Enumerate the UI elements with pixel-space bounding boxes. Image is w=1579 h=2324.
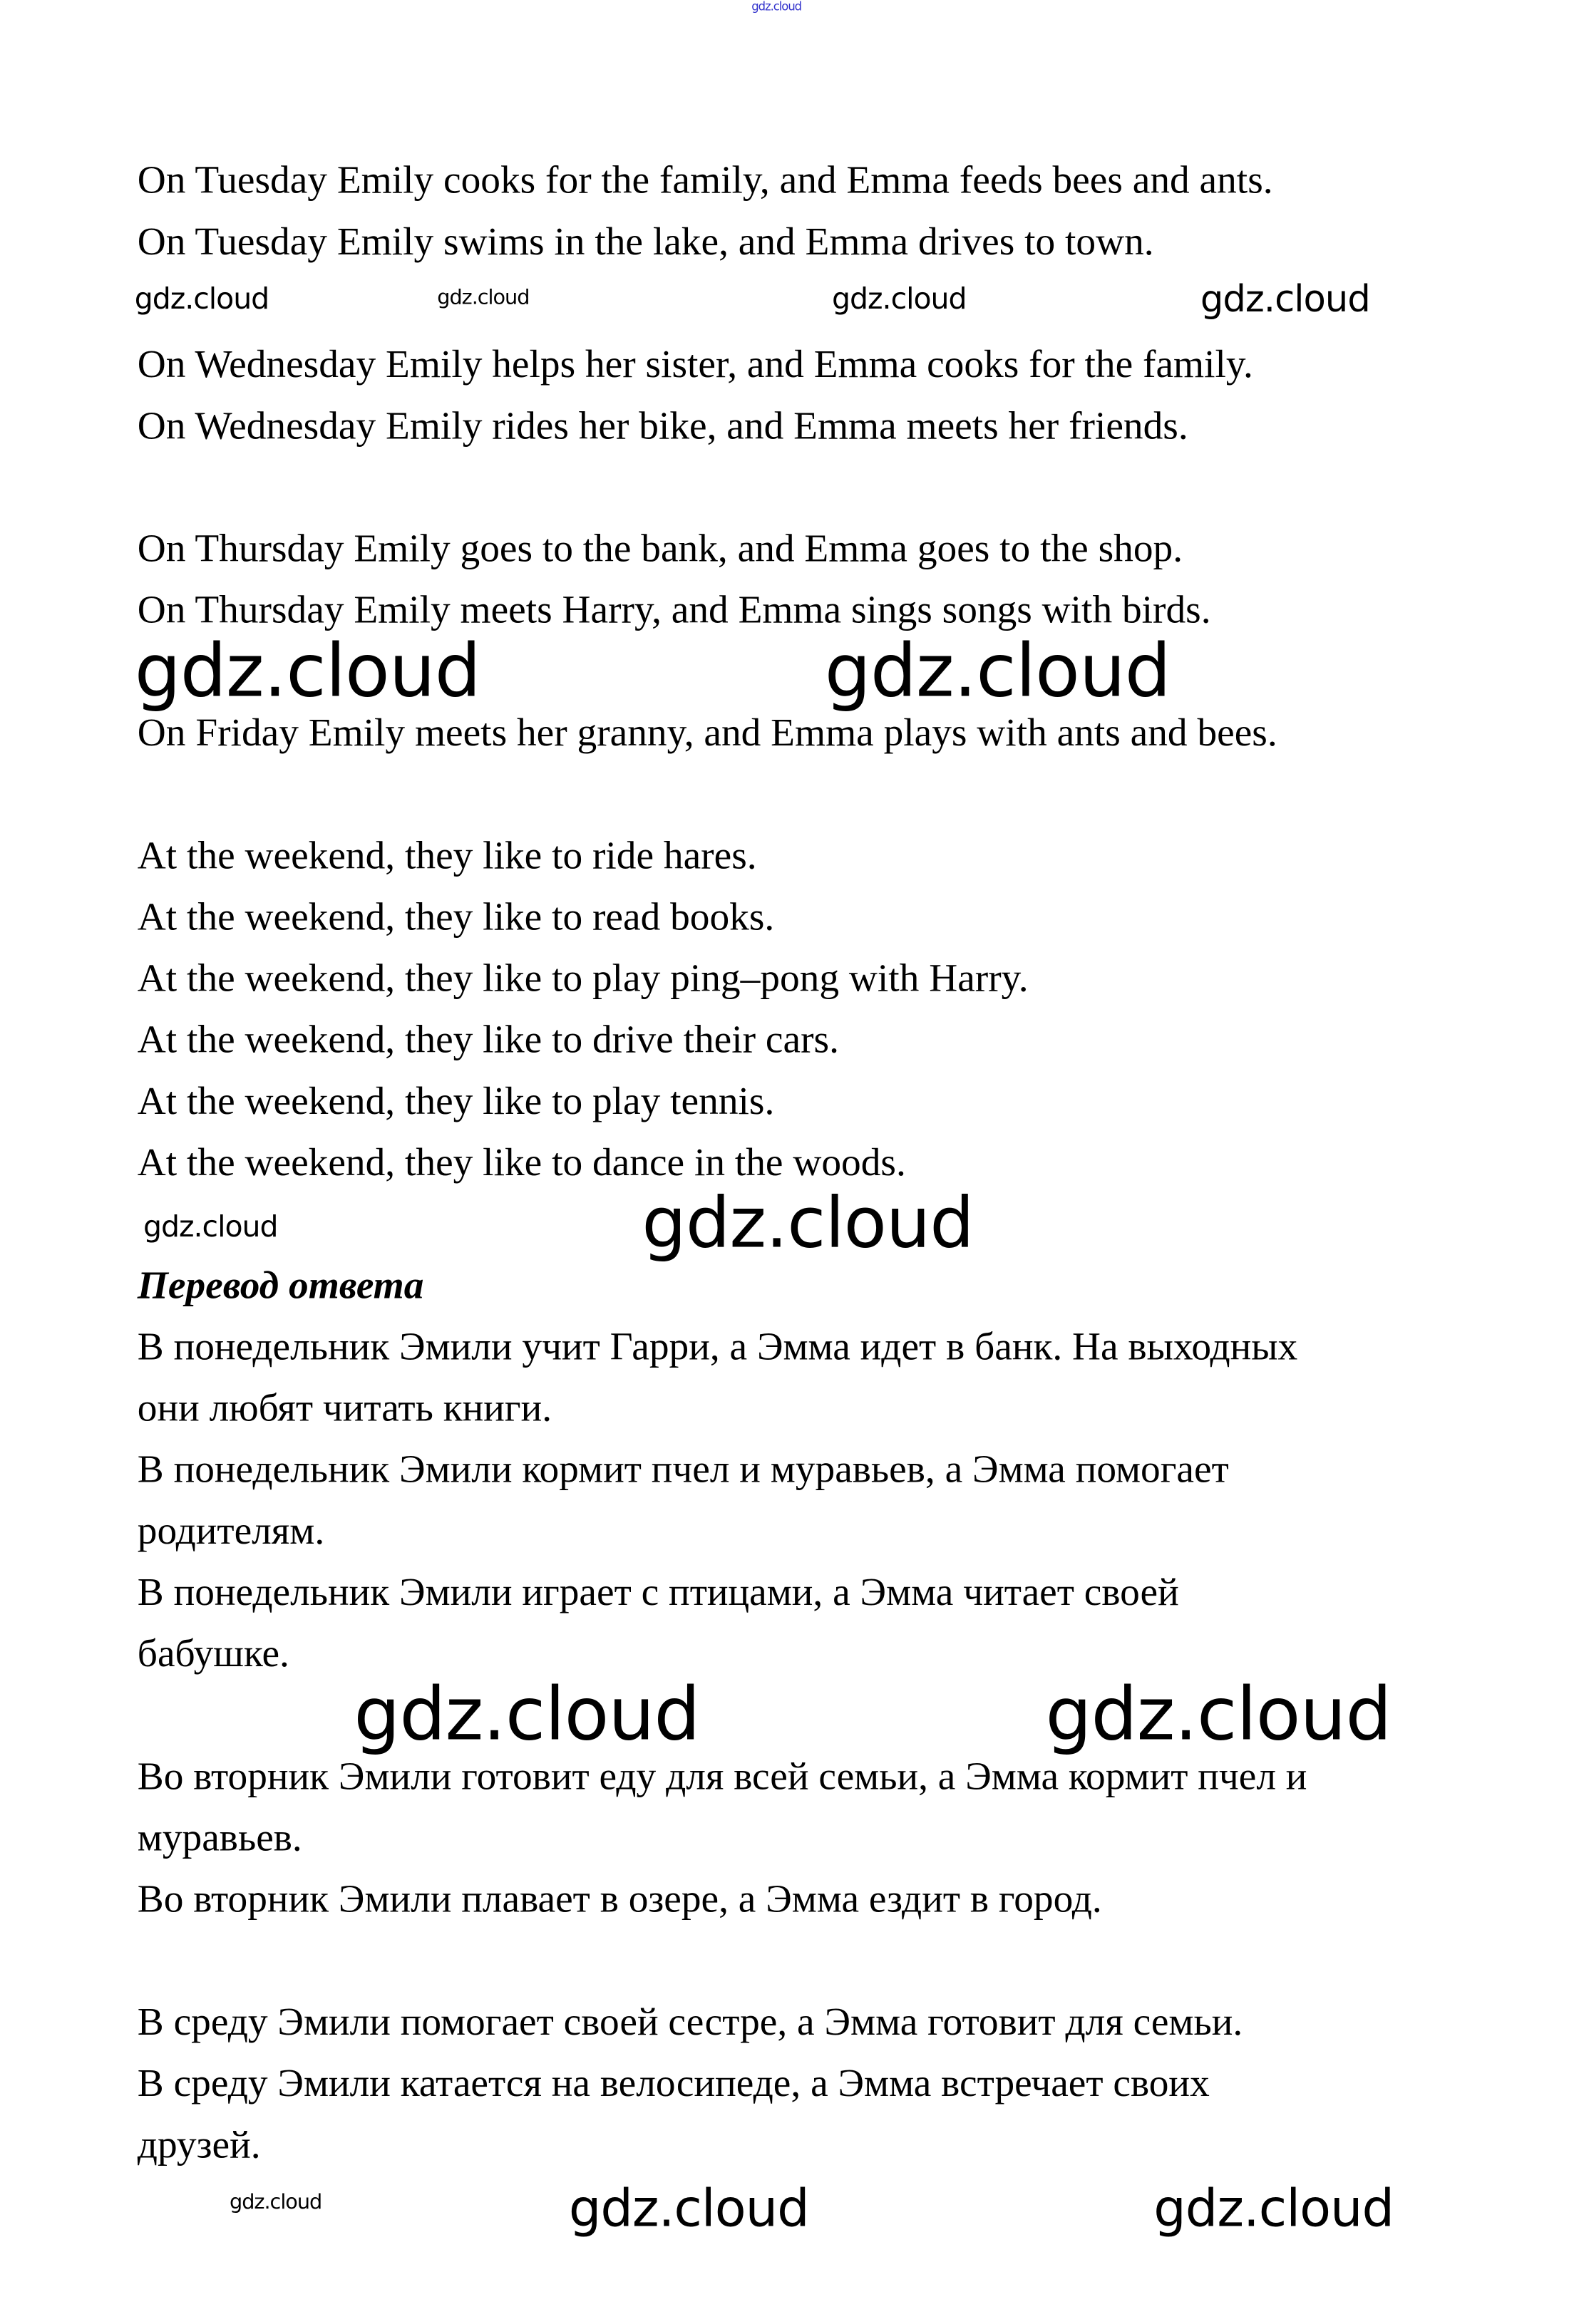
watermark: gdz.cloud: [1153, 2181, 1394, 2240]
watermark: gdz.cloud: [134, 628, 480, 713]
russian-line: Во вторник Эмили плавает в озере, а Эмма ездит в город.: [137, 1876, 1102, 1921]
russian-line: В понедельник Эмили кормит пчел и муравьев, а Эмма помогает: [137, 1447, 1229, 1492]
english-line: At the weekend, they like to play tennis.: [137, 1078, 775, 1123]
watermark: gdz.cloud: [832, 280, 967, 316]
english-line: At the weekend, they like to drive their cars.: [137, 1017, 839, 1062]
header-watermark[interactable]: gdz.cloud: [751, 0, 802, 14]
russian-line: муравьев.: [137, 1815, 302, 1859]
watermark: gdz.cloud: [1045, 1672, 1392, 1757]
russian-line: Во вторник Эмили готовит еду для всей семьи, а Эмма кормит пчел и: [137, 1754, 1307, 1798]
watermark: gdz.cloud: [437, 286, 530, 310]
english-line: On Tuesday Emily cooks for the family, and Emma feeds bees and ants.: [137, 157, 1273, 202]
russian-line: родителям.: [137, 1508, 325, 1553]
english-line: On Thursday Emily goes to the bank, and Emma goes to the shop.: [137, 526, 1183, 570]
russian-line: В понедельник Эмили учит Гарри, а Эмма идет в банк. На выходных: [137, 1324, 1298, 1368]
russian-line: они любят читать книги.: [137, 1385, 552, 1430]
english-line: On Tuesday Emily swims in the lake, and Emma drives to town.: [137, 219, 1154, 264]
watermark: gdz.cloud: [230, 2191, 322, 2215]
russian-line: друзей.: [137, 2122, 261, 2167]
watermark: gdz.cloud: [824, 628, 1171, 713]
russian-line: бабушке.: [137, 1631, 289, 1675]
watermark: gdz.cloud: [143, 1209, 278, 1244]
english-line: At the weekend, they like to read books.: [137, 894, 775, 939]
english-line: On Thursday Emily meets Harry, and Emma sings songs with birds.: [137, 587, 1211, 632]
watermark: gdz.cloud: [642, 1182, 974, 1265]
russian-line: В понедельник Эмили играет с птицами, а Эмма читает своей: [137, 1569, 1179, 1614]
watermark: gdz.cloud: [568, 2181, 809, 2240]
english-line: On Friday Emily meets her granny, and Emma plays with ants and bees.: [137, 710, 1277, 755]
watermark: gdz.cloud: [1200, 277, 1370, 321]
russian-line: В среду Эмили помогает своей сестре, а Эмма готовит для семьи.: [137, 1999, 1243, 2044]
russian-line: В среду Эмили катается на велосипеде, а Эмма встречает своих: [137, 2060, 1210, 2105]
watermark: gdz.cloud: [134, 280, 269, 316]
english-line: At the weekend, they like to dance in the woods.: [137, 1140, 906, 1184]
english-line: At the weekend, they like to play ping–pong with Harry.: [137, 956, 1029, 1000]
english-line: At the weekend, they like to ride hares.: [137, 833, 757, 877]
english-line: On Wednesday Emily rides her bike, and Emma meets her friends.: [137, 403, 1188, 448]
translation-heading: Перевод ответа: [137, 1263, 424, 1307]
english-line: On Wednesday Emily helps her sister, and Emma cooks for the family.: [137, 341, 1253, 386]
watermark: gdz.cloud: [354, 1672, 700, 1757]
